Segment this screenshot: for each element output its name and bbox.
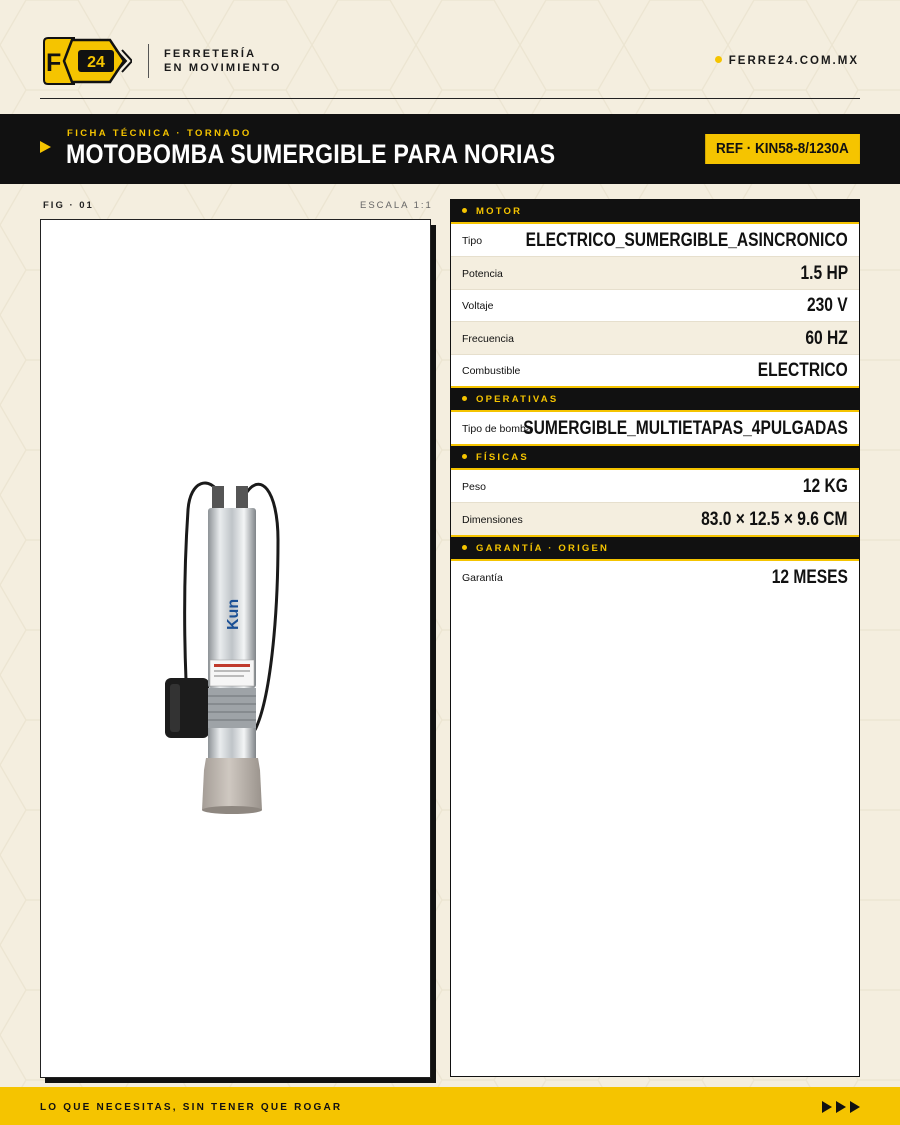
spec-row <box>451 354 859 387</box>
reference-badge: REF · KIN58-8/1230A <box>706 134 860 164</box>
spec-label: Garantía <box>462 572 503 584</box>
section-title: MOTOR <box>476 206 523 217</box>
svg-text:24: 24 <box>87 54 105 71</box>
spec-value: ELECTRICO <box>757 360 848 381</box>
spec-value: 60 HZ <box>805 328 848 349</box>
site-url[interactable]: FERRE24.COM.MX <box>728 55 859 67</box>
footer-slogan: LO QUE NECESITAS, SIN TENER QUE ROGAR <box>40 1102 343 1113</box>
bullet-icon <box>462 454 467 459</box>
spec-row <box>451 322 859 355</box>
spec-row <box>451 289 859 322</box>
brand-line-1: FERRETERÍA <box>164 48 257 60</box>
play-arrow-icon <box>40 141 51 153</box>
spec-label: Frecuencia <box>462 333 514 345</box>
spec-label: Dimensiones <box>462 514 523 526</box>
bullet-icon <box>462 396 467 401</box>
section-title: FÍSICAS <box>476 452 529 463</box>
site-link[interactable] <box>715 55 859 67</box>
figure-label: FIG · 01 <box>43 200 94 211</box>
triple-arrow-icon <box>822 1100 862 1114</box>
section-header-fisicas <box>451 446 859 468</box>
scale-label: ESCALA 1:1 <box>360 200 433 211</box>
spec-label: Tipo <box>462 235 483 247</box>
spec-label: Voltaje <box>462 300 494 312</box>
section-title: OPERATIVAS <box>476 394 559 405</box>
spec-row <box>451 561 859 593</box>
header-divider <box>40 98 860 99</box>
spec-value: SUMERGIBLE_MULTIETAPAS_4PULGADAS <box>523 418 848 439</box>
section-header-motor <box>451 200 859 222</box>
spec-row <box>451 412 859 445</box>
spec-label: Tipo de bomba <box>462 423 532 435</box>
spec-label: Peso <box>462 481 486 493</box>
spec-value: ELECTRICO_SUMERGIBLE_ASINCRONICO <box>525 230 848 251</box>
submersible-pump-image <box>150 470 290 820</box>
spec-row <box>451 470 859 503</box>
bullet-icon <box>462 545 467 550</box>
svg-text:F: F <box>46 49 62 77</box>
spec-label: Combustible <box>462 365 521 377</box>
spec-value: 83.0 × 12.5 × 9.6 CM <box>701 509 848 530</box>
section-header-garantia <box>451 537 859 559</box>
yellow-dot-icon <box>715 56 722 63</box>
bullet-icon <box>462 208 467 213</box>
spec-row <box>451 503 859 536</box>
spec-row <box>451 257 859 290</box>
band-kicker: FICHA TÉCNICA · TORNADO <box>67 128 252 139</box>
section-header-operativas <box>451 388 859 410</box>
spec-row <box>451 224 859 257</box>
section-title: GARANTÍA · ORIGEN <box>476 543 610 554</box>
brand-line-2: EN MOVIMIENTO <box>164 62 282 74</box>
product-title: MOTOBOMBA SUMERGIBLE PARA NORIAS <box>66 139 556 169</box>
spec-value: 12 KG <box>802 476 848 497</box>
kun-brand-mark: Kun <box>225 598 242 630</box>
brand-divider <box>148 44 149 78</box>
spec-panel <box>450 199 860 1077</box>
spec-value: 12 MESES <box>771 567 848 588</box>
spec-value: 1.5 HP <box>800 263 848 284</box>
spec-value: 230 V <box>807 295 848 316</box>
ferre24-logo[interactable] <box>40 36 132 86</box>
spec-label: Potencia <box>462 268 503 280</box>
